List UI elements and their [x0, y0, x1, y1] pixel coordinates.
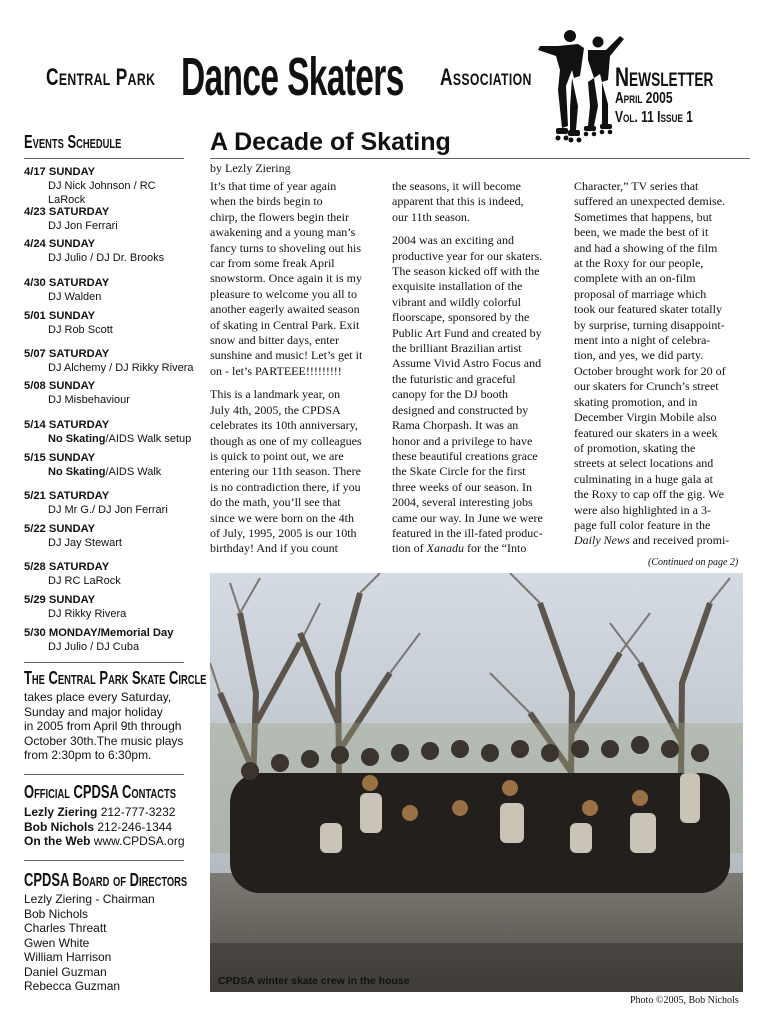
- text-line: October brought work for 20 of: [574, 363, 726, 378]
- photo-credit: Photo ©2005, Bob Nichols: [630, 995, 739, 1006]
- text-line: of skating in Central Park. Exit: [210, 317, 360, 332]
- text-line: since we were born on the 4th: [210, 510, 354, 525]
- event-djs-rest: /AIDS Walk setup: [105, 433, 192, 445]
- text-line: of promotion, skating the: [574, 440, 696, 455]
- text-line: snow and bitter days, enter: [210, 333, 339, 348]
- skate-circle-text: [24, 690, 199, 763]
- divider: [24, 774, 184, 775]
- paragraph: [574, 179, 750, 549]
- event-date: 4/30 SATURDAY: [24, 277, 110, 289]
- event-date: 4/24 SUNDAY: [24, 238, 96, 250]
- text-line: the Skate Circle for the first: [392, 464, 526, 479]
- paragraph: [210, 179, 382, 379]
- text-line: proposal of marriage which: [574, 286, 707, 301]
- event-djs: DJ Rikky Rivera: [48, 608, 127, 620]
- event-djs: [24, 465, 194, 479]
- text-line: entering our 11th season. There: [210, 464, 361, 479]
- event-entry: [24, 489, 194, 517]
- no-skating-label: No Skating: [48, 466, 106, 478]
- event-djs: DJ Walden: [48, 291, 102, 303]
- paragraph: [392, 233, 564, 557]
- text-line: three weeks of our season. In: [392, 479, 532, 494]
- contact-phone: 212-246-1344: [97, 819, 173, 834]
- group-photo-illustration: [210, 573, 743, 992]
- board-member: Gwen White: [24, 935, 90, 950]
- text-line: The season kicked off with the: [392, 264, 540, 279]
- masthead-title: Dance Skaters: [181, 47, 404, 107]
- text-line: the Roxy to cap off the gig. We: [574, 487, 724, 502]
- text-line: Sunday and major holiday: [24, 704, 163, 719]
- event-entry: [24, 276, 194, 304]
- text-line: vibrant and wildly colorful: [392, 294, 521, 309]
- daily-news-title: Daily News: [574, 533, 630, 548]
- event-date: 5/08 SUNDAY: [24, 380, 96, 392]
- no-skating-label: No Skating: [48, 433, 106, 445]
- newsletter-title: Newsletter: [615, 62, 714, 92]
- text-line: our skaters for Crunch’s street: [574, 379, 719, 394]
- event-entry: [24, 451, 194, 479]
- event-entry: [24, 347, 194, 375]
- text-line: skating promotion, and in: [574, 394, 698, 409]
- contact-name: Bob Nichols: [24, 819, 95, 834]
- text-line: celebrates its 10th anniversary,: [210, 418, 358, 433]
- divider: [24, 662, 184, 663]
- contacts-list: [24, 805, 204, 849]
- text-line: birthday! And if you count: [210, 541, 338, 556]
- text-line: the seasons, it will become: [392, 179, 521, 193]
- event-entry: [24, 560, 194, 588]
- event-date: 4/23 SATURDAY: [24, 206, 110, 218]
- event-entry: [24, 593, 194, 621]
- masthead-left: Central Park: [46, 64, 156, 91]
- text-line: came our way. In June we were: [392, 510, 543, 525]
- event-date: 5/22 SUNDAY: [24, 523, 96, 535]
- article-column-2: [392, 179, 564, 565]
- event-date: 5/28 SATURDAY: [24, 561, 110, 573]
- masthead-right: Association: [440, 64, 532, 91]
- text-line: 2004, several interesting jobs: [392, 495, 533, 510]
- skaters-logo-icon: [528, 26, 628, 148]
- event-entry: [24, 165, 194, 207]
- event-date: 5/14 SATURDAY: [24, 419, 110, 431]
- paragraph: [210, 387, 382, 556]
- text-fragment: tion of: [392, 541, 427, 556]
- event-date: 5/29 SUNDAY: [24, 594, 96, 606]
- text-line: October 30th.The music plays: [24, 733, 184, 748]
- text-line: on - let’s PARTEEE!!!!!!!!!: [210, 363, 342, 378]
- event-date: 4/17 SUNDAY: [24, 166, 96, 178]
- event-djs: [24, 432, 194, 446]
- event-entry: [24, 379, 194, 407]
- text-line: December Virgin Mobile also: [574, 410, 717, 425]
- text-line: featured in the ill-fated produc-: [392, 525, 543, 540]
- divider: [24, 158, 184, 159]
- issue-date: April 2005: [615, 90, 673, 107]
- contact-row: [24, 834, 204, 849]
- event-djs: DJ Alchemy / DJ Rikky Rivera: [48, 362, 194, 374]
- contact-row: [24, 805, 204, 820]
- text-line: Character,” TV series that: [574, 179, 699, 193]
- event-djs: DJ RC LaRock: [48, 575, 121, 587]
- text-line: of July, 1995, 2005 is our 10th: [210, 525, 357, 540]
- event-entry: [24, 626, 194, 654]
- text-line: chirp, the flowers begin their: [210, 209, 349, 224]
- text-line: been, we made the best of it: [574, 225, 709, 240]
- article-column-1: [210, 179, 382, 565]
- event-djs: DJ Misbehaviour: [48, 394, 130, 406]
- event-entry: [24, 205, 194, 233]
- text-fragment: and received promi-: [629, 533, 730, 548]
- text-line: streets at select locations and: [574, 456, 714, 471]
- text-line: Rama Chorpash. It was an: [392, 418, 519, 433]
- event-djs: DJ Julio / DJ Cuba: [48, 641, 140, 653]
- event-djs: DJ Jay Stewart: [48, 537, 122, 549]
- text-line: designed and constructed by: [392, 402, 529, 417]
- text-line: snowstorm. Once again it is my: [210, 271, 362, 286]
- board-member: Lezly Ziering - Chairman: [24, 892, 155, 906]
- event-entry: [24, 309, 194, 337]
- text-line: these beautiful creations grace: [392, 448, 538, 463]
- event-date: 5/07 SATURDAY: [24, 348, 110, 360]
- text-line: [392, 541, 564, 556]
- text-line: is quick to point out, we are: [210, 448, 344, 463]
- text-line: canopy for the DJ booth: [392, 387, 508, 402]
- text-line: [574, 533, 750, 548]
- text-line: productive year for our skaters.: [392, 248, 543, 263]
- text-line: This is a landmark year, on: [210, 387, 341, 402]
- event-djs: DJ Nick Johnson / RC LaRock: [48, 180, 156, 206]
- contact-row: [24, 820, 204, 835]
- events-heading: Events Schedule: [24, 132, 122, 152]
- text-line: the futuristic and graceful: [392, 371, 516, 386]
- text-line: Sometimes that happens, but: [574, 209, 712, 224]
- group-photo: [210, 573, 743, 992]
- text-line: by surprise, turning disappoint-: [574, 317, 725, 332]
- article-column-3: [574, 179, 750, 557]
- text-line: sunshine and music! Let’s get it: [210, 348, 363, 363]
- text-line: in 2005 from April 9th through: [24, 719, 182, 733]
- board-member: Charles Threatt: [24, 921, 107, 935]
- text-line: page full color feature in the: [574, 517, 711, 532]
- text-line: when the birds begin to: [210, 194, 323, 209]
- divider: [24, 860, 184, 861]
- text-line: 2004 was an exciting and: [392, 233, 514, 248]
- contact-phone: 212-777-3232: [100, 805, 176, 819]
- text-line: July 4th, 2005, the CPDSA: [210, 402, 341, 417]
- board-member: Rebecca Guzman: [24, 979, 121, 993]
- event-entry: [24, 237, 194, 265]
- text-line: fancy turns to shoveling out his: [210, 240, 361, 255]
- text-line: is no contradiction there, if you: [210, 479, 361, 494]
- text-line: Public Art Fund and created by: [392, 325, 542, 340]
- event-djs: DJ Julio / DJ Dr. Brooks: [48, 252, 165, 264]
- board-heading: CPDSA Board of Directors: [24, 870, 188, 890]
- issue-volume: Vol. 11 Issue 1: [615, 109, 693, 126]
- text-line: another eagerly awaited season: [210, 302, 360, 317]
- text-line: car from some freak April: [210, 256, 335, 271]
- event-date: 5/15 SUNDAY: [24, 452, 96, 464]
- skate-circle-heading: The Central Park Skate Circle: [24, 668, 207, 688]
- event-entry: [24, 418, 194, 446]
- text-line: featured our skaters in a week: [574, 425, 718, 440]
- text-line: our 11th season.: [392, 209, 470, 224]
- event-date: 5/21 SATURDAY: [24, 490, 110, 502]
- text-line: floorscape, sponsored by the: [392, 310, 530, 325]
- text-line: Assume Vivid Astro Focus and: [392, 356, 542, 371]
- contact-name: Lezly Ziering: [24, 805, 98, 819]
- event-date: 5/01 SUNDAY: [24, 310, 96, 322]
- text-line: It’s that time of year again: [210, 179, 337, 193]
- contacts-heading: Official CPDSA Contacts: [24, 782, 176, 802]
- text-line: from 2:30pm to 6:30pm.: [24, 748, 152, 762]
- text-line: apparent that this is indeed,: [392, 194, 524, 209]
- board-list: [24, 892, 204, 994]
- text-line: though as one of my colleagues: [210, 433, 362, 448]
- photo-caption: CPDSA winter skate crew in the house: [218, 975, 410, 987]
- text-line: tion, and yes, we did party.: [574, 348, 704, 363]
- text-line: culminating in a huge gala at: [574, 471, 713, 486]
- event-djs: DJ Rob Scott: [48, 324, 113, 336]
- text-line: ment into a night of celebra-: [574, 333, 711, 348]
- text-line: were also highlighted in a 3-: [574, 502, 711, 517]
- event-djs: DJ Mr G./ DJ Jon Ferrari: [48, 504, 168, 516]
- event-date: 5/30 MONDAY/Memorial Day: [24, 627, 174, 639]
- text-line: at the Roxy for our people,: [574, 256, 704, 271]
- divider: [210, 158, 750, 159]
- text-line: do the math, you’ll see that: [210, 495, 341, 510]
- event-djs: DJ Jon Ferrari: [48, 220, 118, 232]
- article-byline: by Lezly Ziering: [210, 161, 291, 175]
- text-line: honor and a privilege to have: [392, 433, 533, 448]
- text-line: awakening and a young man’s: [210, 225, 356, 240]
- xanadu-title: Xanadu: [426, 541, 465, 556]
- continued-note: (Continued on page 2): [648, 557, 739, 568]
- event-entry: [24, 522, 194, 550]
- text-line: exquisite installation of the: [392, 279, 523, 294]
- contact-name: On the Web: [24, 834, 91, 848]
- text-line: suffered an unexpected demise.: [574, 194, 726, 209]
- event-djs-rest: /AIDS Walk: [105, 466, 162, 478]
- paragraph: [392, 179, 564, 225]
- website-link[interactable]: www.CPDSA.org: [93, 834, 185, 848]
- text-line: and had a showing of the film: [574, 240, 718, 255]
- article-headline: A Decade of Skating: [210, 128, 451, 156]
- text-line: takes place every Saturday,: [24, 690, 172, 704]
- text-line: pleasure to welcome you all to: [210, 286, 357, 301]
- board-member: Bob Nichols: [24, 906, 89, 921]
- text-line: the brilliant Brazilian artist: [392, 341, 522, 356]
- text-line: took our featured skater totally: [574, 302, 722, 317]
- board-member: Daniel Guzman: [24, 964, 107, 979]
- text-line: complete with an on-film: [574, 271, 696, 286]
- text-fragment: for the “Into: [464, 541, 527, 556]
- board-member: William Harrison: [24, 950, 112, 964]
